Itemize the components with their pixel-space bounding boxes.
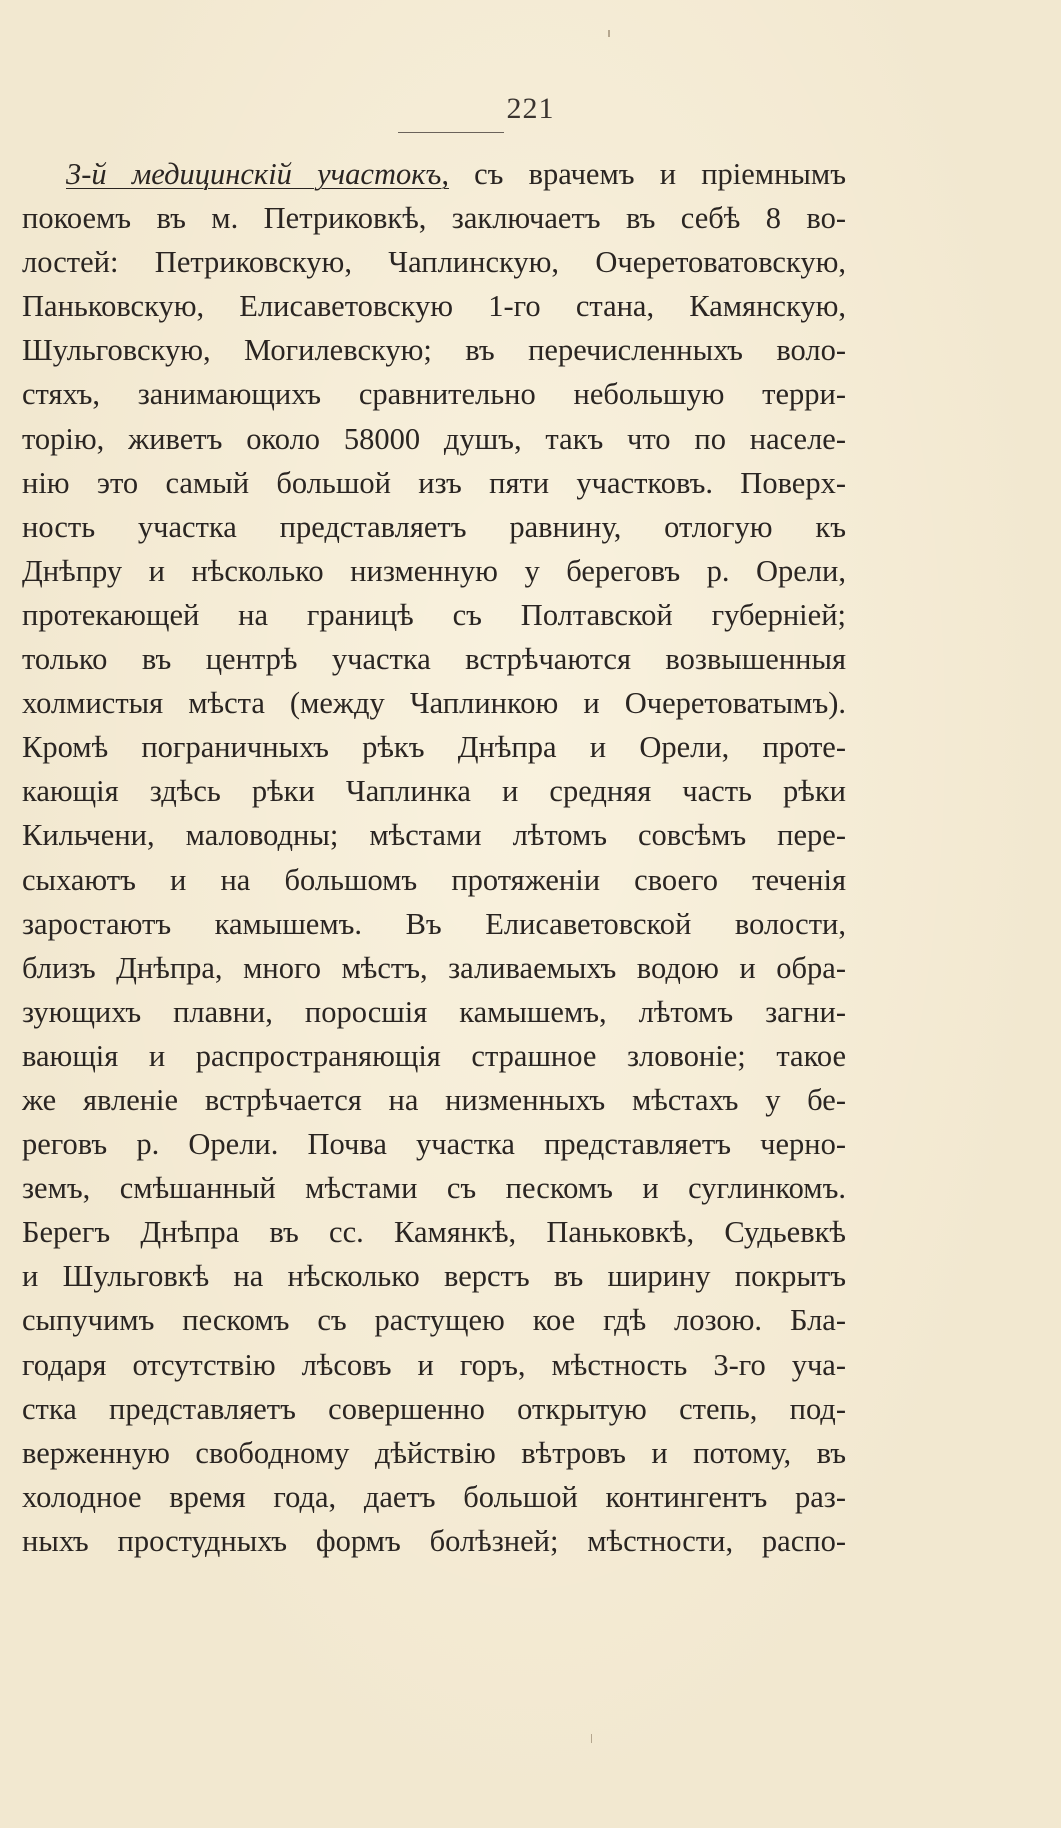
text-line: Кильчени, маловодны; мѣстами лѣтомъ совсѣмъ пере- [22, 818, 846, 853]
paper-speck [591, 1734, 592, 1743]
text-line: холодное время года, даетъ большой контингентъ раз- [22, 1479, 846, 1514]
text-line: Кромѣ пограничныхъ рѣкъ Днѣпра и Орели, проте- [22, 730, 846, 765]
text-line: покоемъ въ м. Петриковкѣ, заключаетъ въ себѣ 8 во- [22, 201, 846, 236]
text-line: только въ центрѣ участка встрѣчаются возвышенныя [22, 642, 846, 677]
text-line: ность участка представляетъ равнину, отлогую къ [22, 509, 846, 544]
text-line: сыхаютъ и на большомъ протяженіи своего теченія [22, 862, 846, 897]
text-line: холмистыя мѣста (между Чаплинкою и Очеретоватымъ). [22, 686, 846, 721]
text-line: торію, живетъ около 58000 душъ, такъ что по населе- [22, 421, 846, 456]
text-line: стяхъ, занимающихъ сравнительно небольшую терри- [22, 377, 846, 412]
text-line: ныхъ простудныхъ формъ болѣзней; мѣстности, распо- [22, 1523, 846, 1558]
text-line: Днѣпру и нѣсколько низменную у береговъ р. Орели, [22, 553, 846, 588]
paper-speck [608, 30, 610, 37]
text-line: реговъ р. Орели. Почва участка представляетъ черно- [22, 1127, 846, 1162]
text-line: Шульговскую, Могилевскую; въ перечисленныхъ воло- [22, 333, 846, 368]
text-line: Паньковскую, Елисаветовскую 1-го стана, Камянскую, [22, 289, 846, 324]
text-line: лостей: Петриковскую, Чаплинскую, Очеретоватовскую, [22, 245, 846, 280]
text-line: сыпучимъ пескомъ съ растущею кое гдѣ лозою. Бла- [22, 1303, 846, 1338]
text-line: же явленіе встрѣчается на низменныхъ мѣстахъ у бе- [22, 1082, 846, 1117]
text-line: нію это самый большой изъ пяти участковъ. Поверх- [22, 465, 846, 500]
page-number: 221 [506, 92, 555, 125]
text-line: и Шульговкѣ на нѣсколько верстъ въ ширину покрытъ [22, 1259, 846, 1294]
text-line: близъ Днѣпра, много мѣстъ, заливаемыхъ водою и обра- [22, 950, 846, 985]
text-line: годаря отсутствію лѣсовъ и горъ, мѣстность 3-го уча- [22, 1347, 846, 1382]
text-line: зующихъ плавни, поросшія камышемъ, лѣтомъ загни- [22, 994, 846, 1029]
text-line: вающія и распространяющія страшное зловоніе; такое [22, 1038, 846, 1073]
body-paragraph [22, 152, 846, 1563]
text-line-rest: съ врачемъ и пріемнымъ [448, 157, 846, 191]
text-line: Берегъ Днѣпра въ сс. Камянкѣ, Паньковкѣ, Судьевкѣ [22, 1215, 846, 1250]
text-line [22, 152, 846, 196]
text-line: стка представляетъ совершенно открытую степь, под- [22, 1391, 846, 1426]
text-line: земъ, смѣшанный мѣстами съ пескомъ и суглинкомъ. [22, 1171, 846, 1206]
text-line: протекающей на границѣ съ Полтавской губерніей; [22, 597, 846, 632]
text-line: кающія здѣсь рѣки Чаплинка и средняя часть рѣки [22, 774, 846, 809]
text-line: заростаютъ камышемъ. Въ Елисаветовской волости, [22, 906, 846, 941]
page-number-rule [398, 132, 504, 133]
text-line: верженную свободному дѣйствію вѣтровъ и потому, въ [22, 1435, 846, 1470]
section-heading: 3-й медицинскій участокъ, [66, 157, 449, 191]
